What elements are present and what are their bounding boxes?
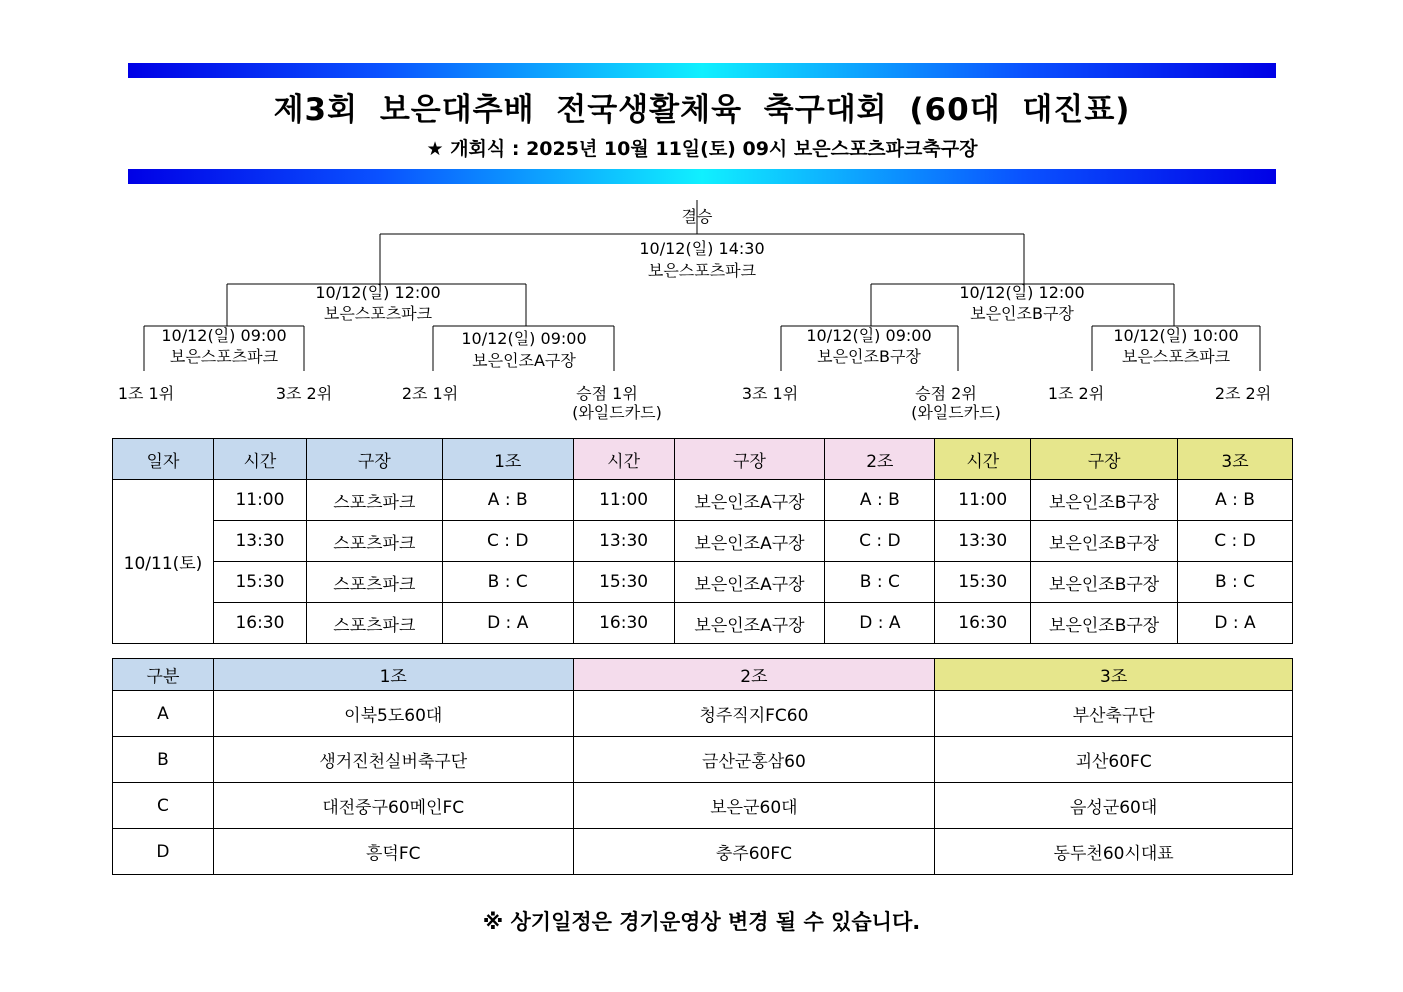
team-name: 이북5도60대 — [213, 691, 573, 737]
header-group2: 2조 — [825, 439, 935, 480]
cell: 스포츠파크 — [306, 603, 442, 644]
semi-left-date: 10/12(일) 12:00 — [315, 283, 441, 302]
cell: 보은인조B구장 — [1031, 603, 1178, 644]
header-venue-g3: 구장 — [1031, 439, 1178, 480]
header-venue-g1: 구장 — [306, 439, 442, 480]
cell: B : C — [825, 562, 935, 603]
cell: A : B — [1178, 480, 1293, 521]
cell: 보은인조A구장 — [674, 521, 825, 562]
qf1-venue: 보은스포츠파크 — [169, 347, 279, 366]
cell: 13:30 — [213, 521, 306, 562]
cell: 보은인조A구장 — [674, 480, 825, 521]
qf1-date: 10/12(일) 09:00 — [161, 326, 287, 345]
team-name: 충주60FC — [573, 829, 935, 875]
team-name: 괴산60FC — [935, 737, 1293, 783]
slot-label: D — [113, 829, 214, 875]
team-name: 동두천60시대표 — [935, 829, 1293, 875]
cell: D : A — [1178, 603, 1293, 644]
match-date: 10/11(토) — [113, 480, 214, 644]
cell: 보은인조A구장 — [674, 562, 825, 603]
seed-4-note: (와일드카드) — [572, 403, 662, 422]
cell: 15:30 — [213, 562, 306, 603]
final-title: 결승 — [681, 207, 713, 226]
slot-label: C — [113, 783, 214, 829]
header-division: 구분 — [113, 659, 214, 691]
cell: 15:30 — [573, 562, 674, 603]
table-header-row — [113, 439, 1293, 480]
seed-4: 승점 1위 — [576, 384, 638, 403]
cell: 스포츠파크 — [306, 562, 442, 603]
cell: 11:00 — [935, 480, 1031, 521]
group-schedule-table — [112, 438, 1293, 644]
header-venue-g2: 구장 — [674, 439, 825, 480]
header-time-g1: 시간 — [213, 439, 306, 480]
cell: 보은인조A구장 — [674, 603, 825, 644]
semi-right-date: 10/12(일) 12:00 — [959, 283, 1085, 302]
seed-3: 2조 1위 — [401, 384, 459, 403]
table-row — [113, 829, 1293, 875]
header-time-g2: 시간 — [573, 439, 674, 480]
header-group3: 3조 — [935, 659, 1293, 691]
slot-label: B — [113, 737, 214, 783]
seed-7: 1조 2위 — [1047, 384, 1105, 403]
group-teams-table — [112, 658, 1293, 875]
seed-8: 2조 2위 — [1214, 384, 1272, 403]
cell: 16:30 — [213, 603, 306, 644]
cell: 11:00 — [573, 480, 674, 521]
cell: C : D — [1178, 521, 1293, 562]
opening-ceremony-info: ★ 개회식 : 2025년 10월 11일(토) 09시 보은스포츠파크축구장 — [426, 138, 978, 160]
team-name: 부산축구단 — [935, 691, 1293, 737]
table-row — [113, 521, 1293, 562]
cell: 11:00 — [213, 480, 306, 521]
cell: A : B — [825, 480, 935, 521]
header-group1: 1조 — [213, 659, 573, 691]
semi-right-venue: 보은인조B구장 — [970, 304, 1074, 323]
cell: 스포츠파크 — [306, 521, 442, 562]
seed-2: 3조 2위 — [275, 384, 333, 403]
header-group1: 1조 — [442, 439, 573, 480]
header-group3: 3조 — [1178, 439, 1293, 480]
header-time-g3: 시간 — [935, 439, 1031, 480]
team-name: 생거진천실버축구단 — [213, 737, 573, 783]
table-row — [113, 562, 1293, 603]
team-name: 흥덕FC — [213, 829, 573, 875]
qf2-venue: 보은인조A구장 — [472, 351, 576, 370]
table-row — [113, 480, 1293, 521]
team-name: 보은군60대 — [573, 783, 935, 829]
qf4-date: 10/12(일) 10:00 — [1113, 326, 1239, 345]
cell: 스포츠파크 — [306, 480, 442, 521]
page-title: 제3회 보은대추배 전국생활체육 축구대회 (60대 대진표) — [273, 92, 1131, 128]
header-date: 일자 — [113, 439, 214, 480]
qf3-date: 10/12(일) 09:00 — [806, 326, 932, 345]
seed-6: 승점 2위 — [915, 384, 977, 403]
cell: 보은인조B구장 — [1031, 562, 1178, 603]
final-venue: 보은스포츠파크 — [647, 261, 757, 280]
cell: 16:30 — [935, 603, 1031, 644]
qf2-date: 10/12(일) 09:00 — [461, 329, 587, 348]
table-row — [113, 737, 1293, 783]
cell: A : B — [442, 480, 573, 521]
seed-1: 1조 1위 — [117, 384, 175, 403]
slot-label: A — [113, 691, 214, 737]
table-row — [113, 691, 1293, 737]
final-date: 10/12(일) 14:30 — [639, 239, 765, 258]
cell: 보은인조B구장 — [1031, 521, 1178, 562]
cell: C : D — [825, 521, 935, 562]
table-header-row — [113, 659, 1293, 691]
table-row — [113, 783, 1293, 829]
semi-left-venue: 보은스포츠파크 — [323, 304, 433, 323]
cell: D : A — [442, 603, 573, 644]
cell: 13:30 — [935, 521, 1031, 562]
cell: D : A — [825, 603, 935, 644]
schedule-change-notice: ※ 상기일정은 경기운영상 변경 될 수 있습니다. — [482, 910, 921, 934]
table-row — [113, 603, 1293, 644]
seed-5: 3조 1위 — [741, 384, 799, 403]
qf3-venue: 보은인조B구장 — [817, 347, 921, 366]
qf4-venue: 보은스포츠파크 — [1121, 347, 1231, 366]
team-name: 청주직지FC60 — [573, 691, 935, 737]
header-group2: 2조 — [573, 659, 935, 691]
cell: 15:30 — [935, 562, 1031, 603]
team-name: 금산군홍삼60 — [573, 737, 935, 783]
cell: B : C — [442, 562, 573, 603]
cell: B : C — [1178, 562, 1293, 603]
cell: 16:30 — [573, 603, 674, 644]
team-name: 음성군60대 — [935, 783, 1293, 829]
cell: 13:30 — [573, 521, 674, 562]
cell: 보은인조B구장 — [1031, 480, 1178, 521]
cell: C : D — [442, 521, 573, 562]
team-name: 대전중구60메인FC — [213, 783, 573, 829]
seed-6-note: (와일드카드) — [911, 403, 1001, 422]
